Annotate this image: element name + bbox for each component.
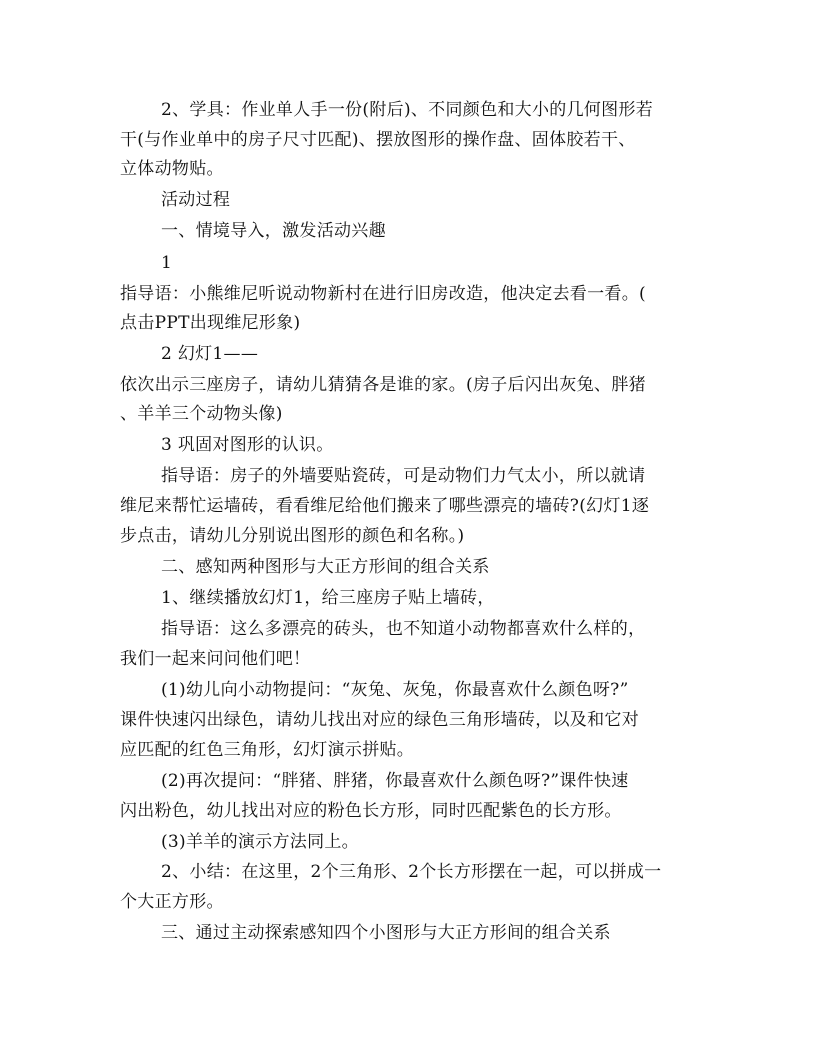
text-line: 2、小结：在这里，2个三角形、2个长方形摆在一起，可以拼成一 [161, 862, 662, 882]
text-line: 干(与作业单中的房子尺寸匹配)、摆放图形的操作盘、固体胶若干、 [120, 130, 636, 150]
text-line: 维尼来帮忙运墙砖，看看维尼给他们搬来了哪些漂亮的墙砖?(幻灯1逐 [120, 496, 650, 516]
section-heading: 一、情境导入，激发活动兴趣 [161, 221, 386, 241]
section-heading: 三、通过主动探索感知四个小图形与大正方形间的组合关系 [161, 923, 611, 943]
text-line: 依次出示三座房子，请幼儿猜猜各是谁的家。(房子后闪出灰兔、胖猪 [120, 375, 646, 395]
text-line: 闪出粉色，幼儿找出对应的粉色长方形，同时匹配紫色的长方形。 [120, 801, 622, 821]
text-line: 点击PPT出现维尼形象) [120, 313, 301, 333]
section-heading: 活动过程 [161, 190, 231, 210]
text-line: 步点击，请幼儿分别说出图形的颜色和名称。) [120, 526, 465, 546]
text-line: 2 幻灯1—— [161, 344, 259, 364]
text-line: 个大正方形。 [120, 892, 224, 912]
text-line: 立体动物贴。 [120, 159, 224, 179]
text-line: 1、继续播放幻灯1，给三座房子贴上墙砖， [161, 588, 495, 608]
text-line: 2、学具：作业单人手一份(附后)、不同颜色和大小的几何图形若 [161, 100, 654, 120]
text-line: 、羊羊三个动物头像) [120, 404, 283, 424]
text-line: 1 [161, 253, 173, 273]
text-line: (1)幼儿向小动物提问：“灰兔、灰兔，你最喜欢什么颜色呀?” [161, 680, 629, 700]
text-line: 应匹配的红色三角形，幻灯演示拼贴。 [120, 740, 415, 760]
text-line: 3 巩固对图形的认识。 [161, 435, 334, 455]
text-line: (2)再次提问：“胖猪、胖猪，你最喜欢什么颜色呀?”课件快速 [161, 771, 629, 791]
text-line: 我们一起来问问他们吧！ [120, 649, 311, 669]
text-line: 课件快速闪出绿色，请幼儿找出对应的绿色三角形墙砖，以及和它对 [120, 710, 639, 730]
section-heading: 二、感知两种图形与大正方形间的组合关系 [161, 557, 490, 577]
text-line: 指导语：房子的外墙要贴瓷砖，可是动物们力气太小，所以就请 [161, 466, 646, 486]
text-line: (3)羊羊的演示方法同上。 [161, 832, 359, 852]
text-line: 指导语：这么多漂亮的砖头，也不知道小动物都喜欢什么样的， [161, 619, 646, 639]
text-line: 指导语：小熊维尼听说动物新村在进行旧房改造，他决定去看一看。( [120, 284, 646, 304]
